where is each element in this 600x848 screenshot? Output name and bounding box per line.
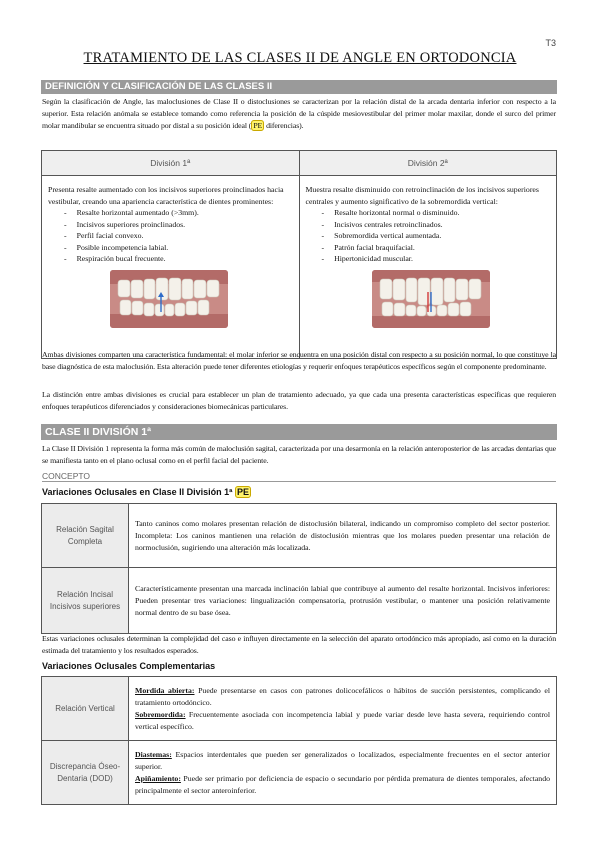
variaciones-table [41, 503, 557, 634]
division2-item: - Patrón facial braquifacial. [322, 242, 551, 254]
intro-paragraph: Según la clasificación de Angle, las maloclusiones de Clase II o distoclusiones se caracterizan por la relación distal de la arcada dentaria inferior con respecto a la superior. Esta relación anómala se establece tomando como referencia la posición de la cúspide mesiovestibular del primer molar maxilar, donde el surco del primer molar mandibular se encuentra situado por distal a su posición ideal ( PE diferencias). [42, 97, 556, 130]
division1-item: - Posible incompetencia labial. [64, 242, 293, 254]
variaciones-heading: Variaciones Oclusales en Clase II División 1ª PE [42, 487, 249, 497]
division2-description: Muestra resalte disminuido con retroinclinación de los incisivos superiores centrales y aumento significativo de la sobremordida vertical: [305, 185, 539, 206]
division-table [41, 150, 557, 359]
division2-item: - Resalte horizontal normal o disminuido. [322, 207, 551, 219]
term-apinamiento: Apiñamiento: [135, 773, 181, 783]
division1-item: - Resalte horizontal aumentado (>3mm). [64, 207, 293, 219]
division1-item: - Perfil facial convexo. [64, 230, 293, 242]
row-text-incisal: Característicamente presentan una marcada inclinación labial que contribuye al aumento del resalte horizontal. Incisivos inferiores: Pueden presentar tres variaciones: lingualización compensatoria, protrusión vestibular, o mantener una posición relativamente normal dentro de su base ósea. [129, 568, 557, 634]
row-text-sagital: Tanto caninos como molares presentan relación de distoclusión bilateral, indicando un compromiso completo del sector posterior. Incompleta: Los caninos mantienen una relación de distoclusión mientras que los molares pueden presentar una relación de normoclusión, sugiriendo una alteración más localizada. [129, 504, 557, 568]
division1-item: - Respiración bucal frecuente. [64, 253, 293, 265]
division2-item: - Hipertonicidad muscular. [322, 253, 551, 265]
division2-item: - Sobremordida vertical aumentada. [322, 230, 551, 242]
division1-cell [42, 176, 300, 359]
row-label-vertical: Relación Vertical [42, 677, 129, 741]
pe-badge: PE [253, 121, 263, 130]
paragraph-variaciones-oclusales: Estas variaciones oclusales determinan la complejidad del caso e influyen directamente en la selección del aparato ortodóncico más apropiado, así como en la duración estimada del tratamiento y los resultados esperados. [42, 634, 556, 655]
paragraph-ambas-divisiones: Ambas divisiones comparten una característica fundamental: el molar inferior se encuentra en una posición distal con respecto a su posición normal, lo que constituye la base diagnóstica de esta maloclusión. Esta alteración puede tener diferentes etiologías y requerir enfoques terapéuticos específicos según el componente predominante. [42, 350, 556, 371]
section-heading-clase2-div1: CLASE II DIVISIÓN 1ª [41, 424, 557, 440]
page-number: T3 [545, 38, 556, 48]
division2-cell [299, 176, 557, 359]
division1-header: División 1ª [42, 151, 300, 176]
term-diastemas: Diastemas: [135, 749, 172, 759]
division2-header: División 2ª [299, 151, 557, 176]
paragraph-distincion: La distinción entre ambas divisiones es crucial para establecer un plan de tratamiento adecuado, ya que cada una presenta características específicas que requieren enfoques terapéuticos diferenciados y consideraciones biomecánicas particulares. [42, 390, 556, 411]
complementarias-heading: Variaciones Oclusales Complementarias [42, 661, 216, 671]
division2-teeth-image [372, 270, 490, 328]
paragraph-clase2-intro: La Clase II División 1 representa la forma más común de maloclusión sagital, caracterizada por una desarmonía en la relación anteroposterior de las arcadas dentarias que se manifiesta tanto en el plano oclusal como en el perfil facial del paciente. [42, 444, 556, 465]
row-text-dod: Diastemas: Espacios interdentales que pueden ser generalizados o localizados, especialmente frecuentes en el sector anterior superior. Apiñamiento: Puede ser primario por deficiencia de espacio o secundario por pérdida prematura de dientes temporales, afectando principalmente el sector anteroinferior. [129, 741, 557, 805]
concepto-label: CONCEPTO [42, 471, 556, 482]
section-heading-definicion: DEFINICIÓN Y CLASIFICACIÓN DE LAS CLASES II [41, 80, 557, 94]
division2-item: - Incisivos centrales retroinclinados. [322, 219, 551, 231]
division1-description: Presenta resalte aumentado con los incisivos superiores proinclinados hacia vestibular, creando una apariencia característica de dientes prominentes: [48, 185, 284, 206]
complementarias-table [41, 676, 557, 805]
division1-teeth-image [110, 270, 228, 328]
row-text-vertical: Mordida abierta: Puede presentarse en casos con patrones dolicocefálicos o hábitos de succión persistentes, complicando el tratamiento ortodóncico. Sobremordida: Frecuentemente asociada con incompetencia labial y puede variar desde leve hasta severa, requiriendo control vertical específico. [129, 677, 557, 741]
division1-item: - Incisivos superiores proinclinados. [64, 219, 293, 231]
pe-badge: PE [236, 487, 249, 497]
row-label-sagital: Relación Sagital Completa [42, 504, 129, 568]
term-sobremordida: Sobremordida: [135, 709, 186, 719]
row-label-dod: Discrepancia Óseo-Dentaria (DOD) [42, 741, 129, 805]
page-title: TRATAMIENTO DE LAS CLASES II DE ANGLE EN ORTODONCIA [83, 50, 517, 66]
term-mordida-abierta: Mordida abierta: [135, 685, 195, 695]
row-label-incisal: Relación Incisal Incisivos superiores [42, 568, 129, 634]
